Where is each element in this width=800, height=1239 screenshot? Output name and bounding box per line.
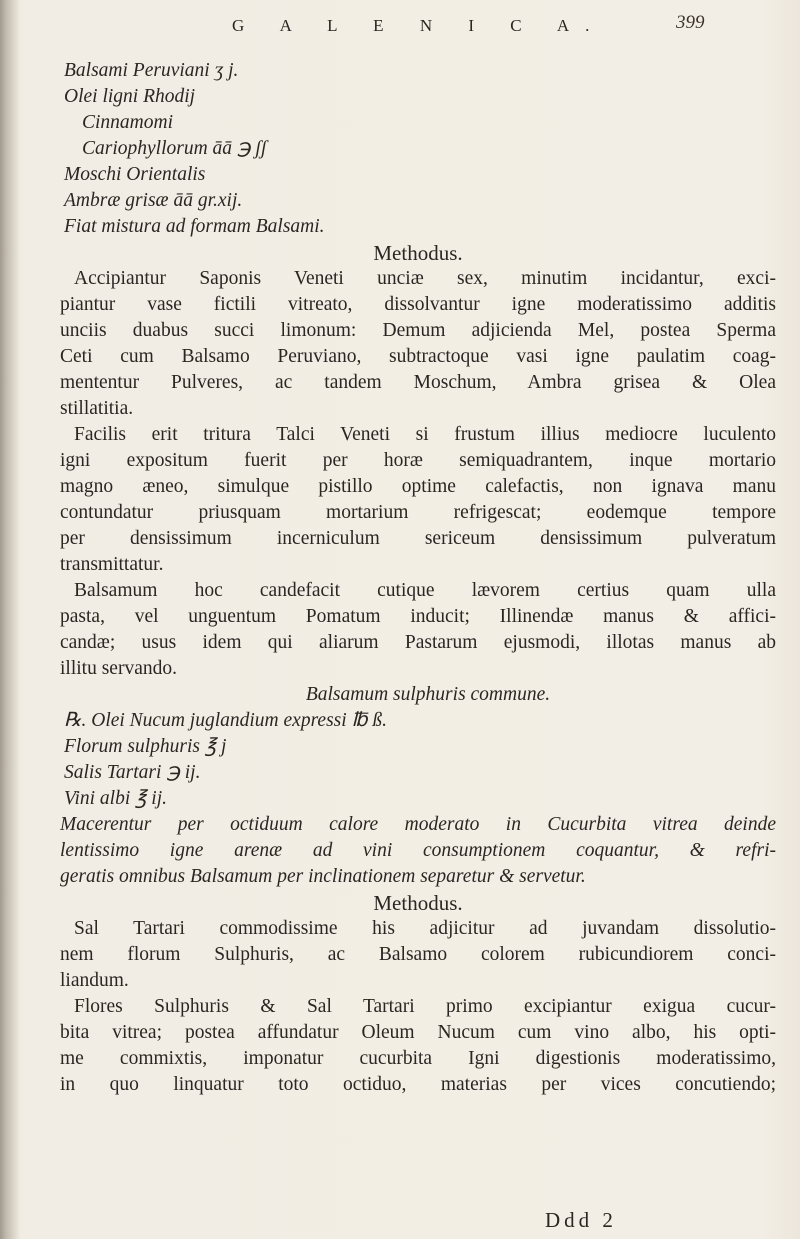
text-line: Balsamum hoc candefacit cutique lævorem certius quam ulla xyxy=(74,580,776,601)
text-line: Ceti cum Balsamo Peruviano, subtractoque vasi igne paulatim coag- xyxy=(60,346,776,367)
text-line: Facilis erit tritura Talci Veneti si frustum illius mediocre luculento xyxy=(74,424,776,445)
text-line: magno æneo, simulque pistillo optime calefactis, non ignava manu xyxy=(60,476,776,497)
page-number: 399 xyxy=(676,12,705,33)
recipe-line: Olei ligni Rhodij xyxy=(64,86,196,107)
recipe-line: Cariophyllorum āā ℈ ʃʃ xyxy=(82,138,267,159)
paragraph xyxy=(60,578,776,682)
recipe-1 xyxy=(60,58,776,240)
paragraph xyxy=(60,916,776,994)
recipe-directions: lentissimo igne arenæ ad vini consumptionem coquantur, & refri- xyxy=(60,840,776,861)
recipe-line: Vini albi ℥ ij. xyxy=(64,788,167,809)
recipe-2 xyxy=(60,708,776,890)
paragraph xyxy=(60,422,776,578)
text-line: liandum. xyxy=(60,970,129,991)
recipe-line: Florum sulphuris ℥ j xyxy=(64,736,227,757)
text-line: in quo linquatur toto octiduo, materias per vices concutiendo; xyxy=(60,1074,776,1095)
text-line: piantur vase fictili vitreato, dissolvantur igne moderatissimo additis xyxy=(60,294,776,315)
text-line: per densissimum incerniculum sericeum densissimum pulveratum xyxy=(60,528,776,549)
text-line: contundatur priusquam mortarium refrigescat; eodemque tempore xyxy=(60,502,776,523)
text-line: bita vitrea; postea affundatur Oleum Nucum cum vino albo, his opti- xyxy=(60,1022,776,1043)
recipe-line: Balsami Peruviani ʒ j. xyxy=(64,60,239,81)
text-line: Sal Tartari commodissime his adjicitur ad juvandam dissolutio- xyxy=(74,918,776,939)
text-line: transmittatur. xyxy=(60,554,164,575)
text-line: nem florum Sulphuris, ac Balsamo colorem rubicundiorem conci- xyxy=(60,944,776,965)
text-line: me commixtis, imponatur cucurbita Igni digestionis moderatissimo, xyxy=(60,1048,776,1069)
paragraph xyxy=(60,994,776,1098)
recipe-line: Moschi Orientalis xyxy=(64,164,206,185)
recipe-directions: geratis omnibus Balsamum per inclinationem separetur & servetur. xyxy=(60,866,586,887)
text-line: igni expositum fuerit per horæ semiquadrantem, inque mortario xyxy=(60,450,776,471)
methodus-heading: Methodus. xyxy=(373,241,463,265)
text-line: pasta, vel unguentum Pomatum inducit; Illinendæ manus & affici- xyxy=(60,606,776,627)
text-line: Accipiantur Saponis Veneti unciæ sex, minutim incidantur, exci- xyxy=(74,268,776,289)
recipe-title: Balsamum sulphuris commune. xyxy=(305,684,551,705)
recipe-line: Fiat mistura ad formam Balsami. xyxy=(64,216,325,237)
running-head: G A L E N I C A. xyxy=(232,16,606,35)
recipe-line: Ambræ grisæ āā gr.xij. xyxy=(64,190,243,211)
gutter-shadow xyxy=(0,0,20,1239)
text-line: stillatitia. xyxy=(60,398,134,419)
paragraph xyxy=(60,266,776,422)
methodus-heading: Methodus. xyxy=(373,891,463,915)
text-line: Flores Sulphuris & Sal Tartari primo excipiantur exigua cucur- xyxy=(74,996,776,1017)
text-line: mententur Pulveres, ac tandem Moschum, Ambra grisea & Olea xyxy=(60,372,776,393)
recipe-line: ℞. Olei Nucum juglandium expressi ℔ ß. xyxy=(64,710,388,731)
recipe-line: Salis Tartari ℈ ij. xyxy=(64,762,201,783)
recipe-directions: Macerentur per octiduum calore moderato in Cucurbita vitrea deinde xyxy=(60,814,776,835)
text-block xyxy=(60,58,776,1098)
text-line: illitu servando. xyxy=(60,658,177,679)
catchword: Ddd 2 xyxy=(545,1208,617,1232)
text-line: candæ; usus idem qui aliarum Pastarum ejusmodi, illotas manus ab xyxy=(60,632,776,653)
text-line: unciis duabus succi limonum: Demum adjicienda Mel, postea Sperma xyxy=(60,320,776,341)
recipe-line: Cinnamomi xyxy=(82,112,174,133)
